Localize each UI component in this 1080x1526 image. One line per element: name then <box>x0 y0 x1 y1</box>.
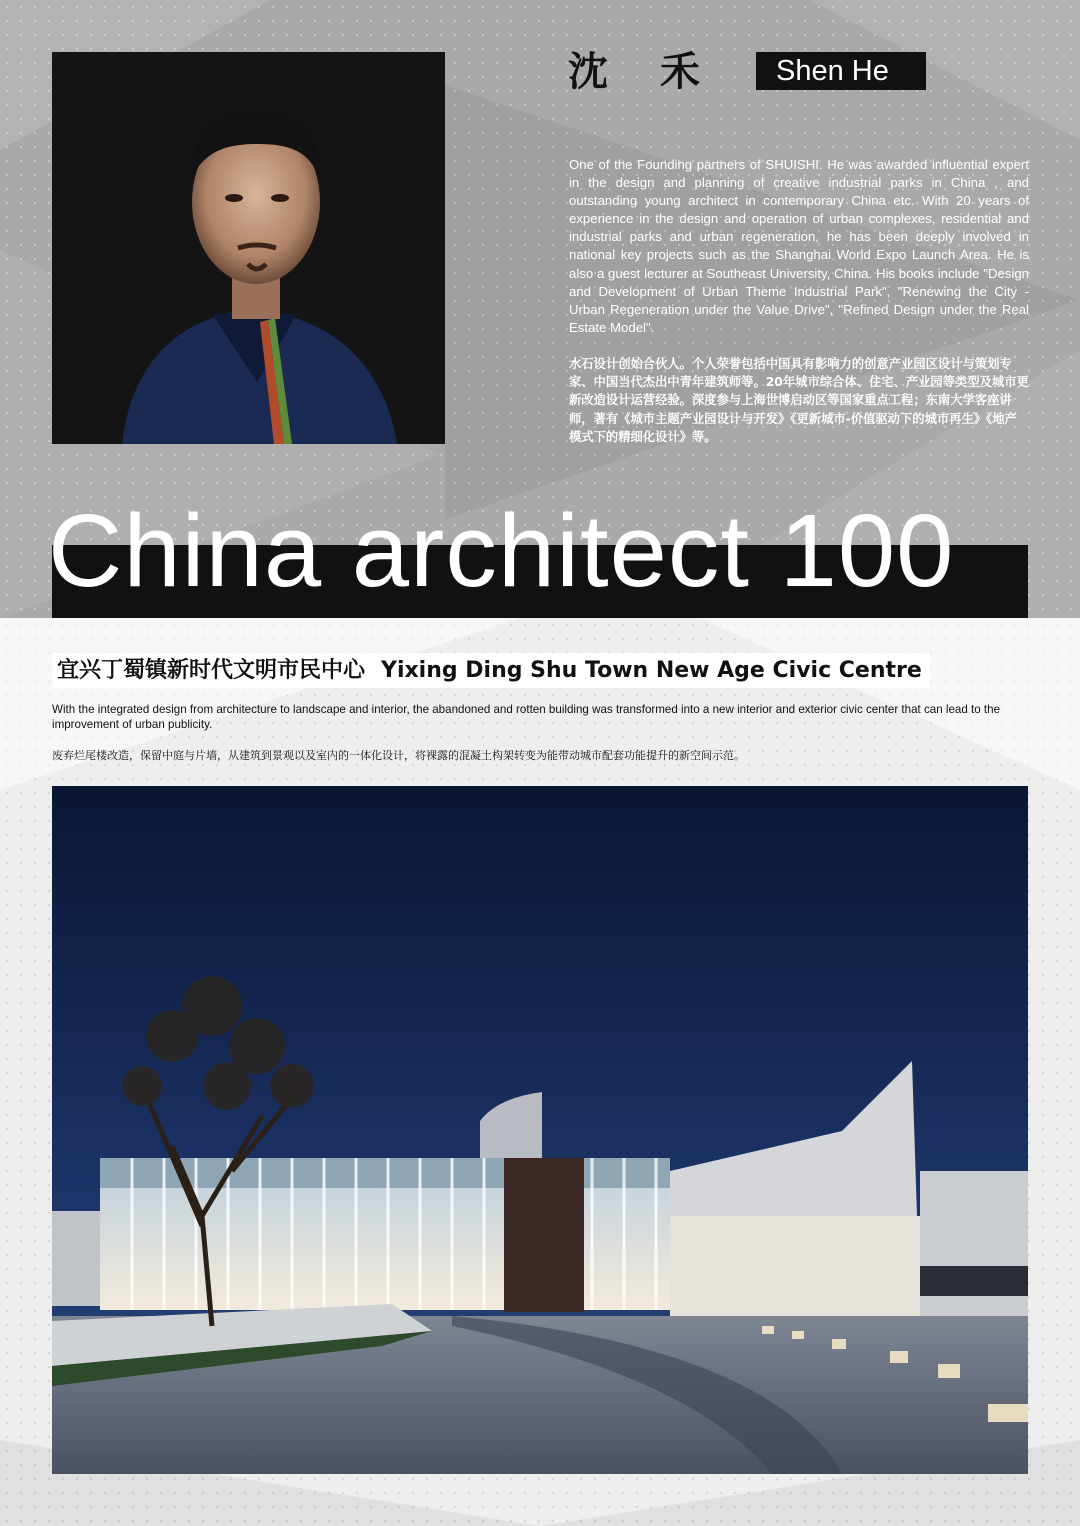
project-description-chinese: 废弃烂尾楼改造，保留中庭与片墙，从建筑到景观以及室内的一体化设计，将裸露的混凝土构架转变为能带动城市配套功能提升的新空间示范。 <box>52 749 745 762</box>
project-title-english: Yixing Ding Shu Town New Age Civic Centre <box>381 658 922 683</box>
banner-title: China architect 100 <box>48 493 955 608</box>
project-description-english: With the integrated design from architecture to landscape and interior, the abandoned and rotten building was transformed into a new interior and exterior civic center that can lead to the improvement of urban publicity. <box>52 703 1001 731</box>
name-chinese: 沈禾 <box>568 49 752 95</box>
project-title <box>52 653 930 688</box>
project-title-chinese: 宜兴丁蜀镇新时代文明市民中心 <box>57 658 366 683</box>
biography-english: One of the Founding partners of SHUISHI. He was awarded influential expert in the design and planning of creative industrial parks in China , and outstanding young architect in contemporary China etc. With 20 years of experience in the design and operation of urban complexes, residential and industrial parks and urban regeneration, he has been deeply involved in national key projects such as the Shanghai World Expo Launch Area. He is also a guest lecturer at Southeast University, China. His books include "Design and Development of Urban Theme Industrial Park", "Renewing the City - Urban Regeneration under the Value Drive", "Refined Design under the Real Estate Model". <box>569 157 1029 335</box>
biography-chinese: 水石设计创始合伙人。个人荣誉包括中国具有影响力的创意产业园区设计与策划专家、中国当代杰出中青年建筑师等。20年城市综合体、住宅、产业园等类型及城市更新改造设计运营经验。深度参与上海世博启动区等国家重点工程；东南大学客座讲师，著有《城市主题产业园设计与开发》《更新城市-价值驱动下的城市再生》《地产模式下的精细化设计》等。 <box>569 357 1029 444</box>
portrait-photo <box>52 52 445 444</box>
name-english: Shen He <box>756 52 926 90</box>
building-photo <box>52 786 1028 1474</box>
